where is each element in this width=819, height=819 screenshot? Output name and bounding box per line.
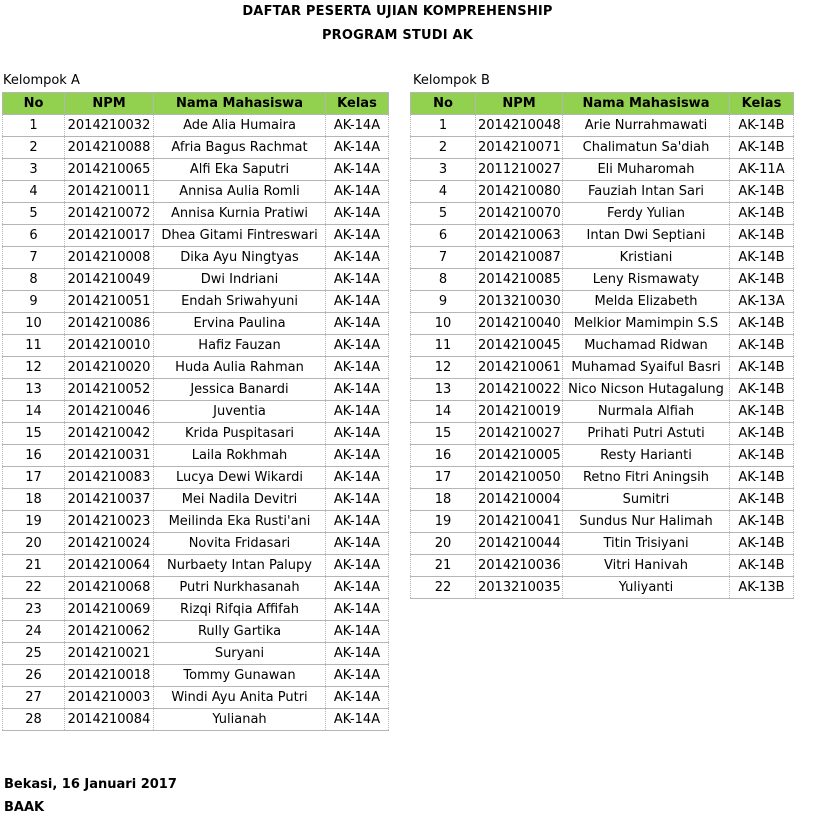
- cell-npm: 2014210085: [476, 269, 563, 291]
- cell-kelas: AK-13A: [730, 291, 794, 313]
- cell-npm: 2014210019: [476, 401, 563, 423]
- table-row: [3, 687, 389, 709]
- cell-npm: 2014210036: [476, 555, 563, 577]
- cell-kelas: AK-14B: [730, 335, 794, 357]
- cell-kelas: AK-14A: [326, 577, 389, 599]
- cell-nama: Novita Fridasari: [154, 533, 326, 555]
- cell-nama: Alfi Eka Saputri: [154, 159, 326, 181]
- table-header-row: [3, 93, 389, 115]
- table-row: [3, 643, 389, 665]
- cell-no: 11: [3, 335, 65, 357]
- cell-kelas: AK-14A: [326, 621, 389, 643]
- table-row: [411, 423, 794, 445]
- cell-no: 27: [3, 687, 65, 709]
- table-row: [411, 181, 794, 203]
- table-row: [411, 379, 794, 401]
- cell-nama: Retno Fitri Aningsih: [563, 467, 730, 489]
- table-row: [411, 247, 794, 269]
- cell-nama: Sundus Nur Halimah: [563, 511, 730, 533]
- group-b-label: Kelompok B: [413, 73, 490, 88]
- cell-kelas: AK-14A: [326, 555, 389, 577]
- cell-nama: Rully Gartika: [154, 621, 326, 643]
- table-row: [3, 423, 389, 445]
- table-row: [411, 203, 794, 225]
- cell-nama: Jessica Banardi: [154, 379, 326, 401]
- cell-kelas: AK-14A: [326, 313, 389, 335]
- cell-nama: Mei Nadila Devitri: [154, 489, 326, 511]
- cell-kelas: AK-13B: [730, 577, 794, 599]
- cell-npm: 2014210021: [65, 643, 154, 665]
- cell-kelas: AK-14A: [326, 335, 389, 357]
- cell-kelas: AK-14B: [730, 313, 794, 335]
- cell-npm: 2014210045: [476, 335, 563, 357]
- col-header-kelas: Kelas: [326, 93, 389, 115]
- cell-nama: Nurmala Alfiah: [563, 401, 730, 423]
- cell-npm: 2014210087: [476, 247, 563, 269]
- table-row: [411, 159, 794, 181]
- cell-nama: Windi Ayu Anita Putri: [154, 687, 326, 709]
- cell-nama: Intan Dwi Septiani: [563, 225, 730, 247]
- table-row: [411, 225, 794, 247]
- table-row: [3, 225, 389, 247]
- cell-npm: 2014210004: [476, 489, 563, 511]
- cell-nama: Suryani: [154, 643, 326, 665]
- table-row: [3, 511, 389, 533]
- table-row: [411, 401, 794, 423]
- cell-no: 12: [3, 357, 65, 379]
- cell-npm: 2014210083: [65, 467, 154, 489]
- cell-no: 19: [3, 511, 65, 533]
- table-row: [411, 467, 794, 489]
- cell-npm: 2014210005: [476, 445, 563, 467]
- cell-no: 10: [3, 313, 65, 335]
- table-row: [3, 401, 389, 423]
- cell-no: 24: [3, 621, 65, 643]
- table-row: [411, 445, 794, 467]
- cell-npm: 2014210048: [476, 115, 563, 137]
- cell-no: 22: [411, 577, 476, 599]
- cell-no: 21: [411, 555, 476, 577]
- cell-npm: 2014210065: [65, 159, 154, 181]
- cell-nama: Kristiani: [563, 247, 730, 269]
- cell-kelas: AK-14B: [730, 115, 794, 137]
- cell-npm: 2014210049: [65, 269, 154, 291]
- cell-no: 17: [3, 467, 65, 489]
- cell-npm: 2014210068: [65, 577, 154, 599]
- cell-no: 10: [411, 313, 476, 335]
- cell-kelas: AK-14A: [326, 665, 389, 687]
- group-a-label: Kelompok A: [3, 73, 80, 88]
- cell-no: 17: [411, 467, 476, 489]
- cell-npm: 2014210080: [476, 181, 563, 203]
- cell-nama: Rizqi Rifqia Affifah: [154, 599, 326, 621]
- cell-no: 28: [3, 709, 65, 731]
- cell-nama: Arie Nurrahmawati: [563, 115, 730, 137]
- cell-nama: Muchamad Ridwan: [563, 335, 730, 357]
- cell-kelas: AK-14A: [326, 203, 389, 225]
- cell-no: 1: [411, 115, 476, 137]
- cell-no: 3: [411, 159, 476, 181]
- footer-org: BAAK: [4, 800, 45, 815]
- table-row: [411, 137, 794, 159]
- cell-nama: Titin Trisiyani: [563, 533, 730, 555]
- cell-nama: Juventia: [154, 401, 326, 423]
- cell-nama: Resty Harianti: [563, 445, 730, 467]
- table-row: [411, 533, 794, 555]
- cell-nama: Meilinda Eka Rusti'ani: [154, 511, 326, 533]
- cell-nama: Vitri Hanivah: [563, 555, 730, 577]
- cell-nama: Eli Muharomah: [563, 159, 730, 181]
- cell-no: 9: [411, 291, 476, 313]
- cell-kelas: AK-14A: [326, 467, 389, 489]
- cell-nama: Krida Puspitasari: [154, 423, 326, 445]
- cell-npm: 2014210063: [476, 225, 563, 247]
- cell-nama: Afria Bagus Rachmat: [154, 137, 326, 159]
- cell-kelas: AK-14B: [730, 401, 794, 423]
- table-row: [3, 159, 389, 181]
- cell-kelas: AK-14B: [730, 225, 794, 247]
- cell-npm: 2014210008: [65, 247, 154, 269]
- cell-kelas: AK-14B: [730, 247, 794, 269]
- cell-no: 13: [3, 379, 65, 401]
- table-row: [3, 357, 389, 379]
- cell-kelas: AK-14A: [326, 709, 389, 731]
- cell-kelas: AK-14A: [326, 357, 389, 379]
- cell-npm: 2014210022: [476, 379, 563, 401]
- cell-kelas: AK-14B: [730, 511, 794, 533]
- cell-nama: Nurbaety Intan Palupy: [154, 555, 326, 577]
- cell-npm: 2014210069: [65, 599, 154, 621]
- cell-npm: 2014210071: [476, 137, 563, 159]
- cell-kelas: AK-14A: [326, 269, 389, 291]
- table-row: [411, 291, 794, 313]
- cell-nama: Chalimatun Sa'diah: [563, 137, 730, 159]
- cell-nama: Ade Alia Humaira: [154, 115, 326, 137]
- cell-npm: 2014210031: [65, 445, 154, 467]
- cell-nama: Yuliyanti: [563, 577, 730, 599]
- table-row: [411, 269, 794, 291]
- table-row: [3, 313, 389, 335]
- table-row: [411, 335, 794, 357]
- cell-no: 26: [3, 665, 65, 687]
- cell-no: 16: [411, 445, 476, 467]
- document-subtitle: PROGRAM STUDI AK: [321, 28, 474, 43]
- document-title: DAFTAR PESERTA UJIAN KOMPREHENSHIP: [242, 4, 553, 19]
- cell-kelas: AK-14A: [326, 643, 389, 665]
- cell-npm: 2014210037: [65, 489, 154, 511]
- cell-no: 14: [411, 401, 476, 423]
- cell-nama: Endah Sriwahyuni: [154, 291, 326, 313]
- cell-kelas: AK-14B: [730, 357, 794, 379]
- cell-no: 14: [3, 401, 65, 423]
- cell-no: 4: [3, 181, 65, 203]
- cell-npm: 2014210032: [65, 115, 154, 137]
- cell-no: 15: [411, 423, 476, 445]
- cell-nama: Tommy Gunawan: [154, 665, 326, 687]
- cell-no: 8: [3, 269, 65, 291]
- cell-npm: 2014210088: [65, 137, 154, 159]
- cell-npm: 2014210086: [65, 313, 154, 335]
- cell-nama: Lucya Dewi Wikardi: [154, 467, 326, 489]
- table-row: [411, 313, 794, 335]
- table-row: [3, 665, 389, 687]
- cell-npm: 2014210041: [476, 511, 563, 533]
- cell-no: 11: [411, 335, 476, 357]
- cell-nama: Hafiz Fauzan: [154, 335, 326, 357]
- cell-no: 18: [3, 489, 65, 511]
- cell-npm: 2014210044: [476, 533, 563, 555]
- cell-npm: 2014210018: [65, 665, 154, 687]
- cell-nama: Dwi Indriani: [154, 269, 326, 291]
- cell-kelas: AK-14A: [326, 401, 389, 423]
- cell-kelas: AK-14A: [326, 159, 389, 181]
- table-row: [3, 489, 389, 511]
- cell-nama: Putri Nurkhasanah: [154, 577, 326, 599]
- cell-npm: 2014210027: [476, 423, 563, 445]
- cell-kelas: AK-14A: [326, 599, 389, 621]
- col-header-no: No: [3, 93, 65, 115]
- cell-kelas: AK-14A: [326, 225, 389, 247]
- cell-nama: Annisa Aulia Romli: [154, 181, 326, 203]
- cell-npm: 2014210062: [65, 621, 154, 643]
- cell-nama: Sumitri: [563, 489, 730, 511]
- cell-npm: 2014210070: [476, 203, 563, 225]
- cell-npm: 2013210030: [476, 291, 563, 313]
- cell-npm: 2014210052: [65, 379, 154, 401]
- cell-nama: Muhamad Syaiful Basri: [563, 357, 730, 379]
- cell-npm: 2014210046: [65, 401, 154, 423]
- col-header-no: No: [411, 93, 476, 115]
- cell-no: 22: [3, 577, 65, 599]
- col-header-npm: NPM: [476, 93, 563, 115]
- cell-kelas: AK-14B: [730, 379, 794, 401]
- cell-no: 13: [411, 379, 476, 401]
- cell-no: 25: [3, 643, 65, 665]
- cell-kelas: AK-14A: [326, 291, 389, 313]
- cell-no: 5: [3, 203, 65, 225]
- col-header-npm: NPM: [65, 93, 154, 115]
- table-row: [411, 555, 794, 577]
- cell-nama: Fauziah Intan Sari: [563, 181, 730, 203]
- col-header-kelas: Kelas: [730, 93, 794, 115]
- cell-kelas: AK-14A: [326, 423, 389, 445]
- cell-no: 3: [3, 159, 65, 181]
- table-row: [3, 599, 389, 621]
- cell-nama: Yulianah: [154, 709, 326, 731]
- cell-kelas: AK-14B: [730, 203, 794, 225]
- cell-nama: Prihati Putri Astuti: [563, 423, 730, 445]
- table-row: [3, 137, 389, 159]
- cell-kelas: AK-14B: [730, 555, 794, 577]
- cell-npm: 2014210061: [476, 357, 563, 379]
- table-row: [411, 511, 794, 533]
- table-row: [3, 291, 389, 313]
- cell-nama: Dika Ayu Ningtyas: [154, 247, 326, 269]
- table-row: [411, 115, 794, 137]
- table-row: [411, 577, 794, 599]
- cell-npm: 2014210050: [476, 467, 563, 489]
- cell-nama: Dhea Gitami Fintreswari: [154, 225, 326, 247]
- cell-nama: Melda Elizabeth: [563, 291, 730, 313]
- cell-npm: 2014210084: [65, 709, 154, 731]
- table-row: [411, 489, 794, 511]
- cell-kelas: AK-14A: [326, 137, 389, 159]
- cell-no: 20: [3, 533, 65, 555]
- cell-npm: 2014210011: [65, 181, 154, 203]
- table-row: [3, 709, 389, 731]
- cell-no: 6: [3, 225, 65, 247]
- table-row: [3, 115, 389, 137]
- table-row: [3, 445, 389, 467]
- cell-no: 2: [411, 137, 476, 159]
- group-b-table: [410, 92, 794, 599]
- table-row: [411, 357, 794, 379]
- table-row: [3, 621, 389, 643]
- cell-nama: Ervina Paulina: [154, 313, 326, 335]
- cell-kelas: AK-14B: [730, 489, 794, 511]
- cell-no: 18: [411, 489, 476, 511]
- cell-no: 1: [3, 115, 65, 137]
- cell-no: 6: [411, 225, 476, 247]
- cell-kelas: AK-14A: [326, 687, 389, 709]
- cell-nama: Huda Aulia Rahman: [154, 357, 326, 379]
- cell-npm: 2014210003: [65, 687, 154, 709]
- cell-npm: 2014210024: [65, 533, 154, 555]
- table-row: [3, 203, 389, 225]
- cell-kelas: AK-14B: [730, 137, 794, 159]
- cell-nama: Annisa Kurnia Pratiwi: [154, 203, 326, 225]
- cell-kelas: AK-14A: [326, 181, 389, 203]
- cell-npm: 2014210072: [65, 203, 154, 225]
- cell-no: 7: [3, 247, 65, 269]
- cell-kelas: AK-14A: [326, 247, 389, 269]
- cell-kelas: AK-14B: [730, 423, 794, 445]
- cell-npm: 2011210027: [476, 159, 563, 181]
- cell-nama: Melkior Mamimpin S.S: [563, 313, 730, 335]
- cell-kelas: AK-14A: [326, 379, 389, 401]
- table-header-row: [411, 93, 794, 115]
- table-row: [3, 335, 389, 357]
- cell-no: 23: [3, 599, 65, 621]
- cell-npm: 2014210064: [65, 555, 154, 577]
- cell-kelas: AK-14B: [730, 533, 794, 555]
- cell-no: 16: [3, 445, 65, 467]
- cell-nama: Laila Rokhmah: [154, 445, 326, 467]
- cell-no: 8: [411, 269, 476, 291]
- cell-no: 21: [3, 555, 65, 577]
- table-row: [3, 379, 389, 401]
- cell-kelas: AK-14A: [326, 115, 389, 137]
- table-row: [3, 269, 389, 291]
- cell-nama: Ferdy Yulian: [563, 203, 730, 225]
- footer-date: Bekasi, 16 Januari 2017: [4, 777, 177, 792]
- table-row: [3, 467, 389, 489]
- cell-npm: 2014210051: [65, 291, 154, 313]
- cell-kelas: AK-14A: [326, 489, 389, 511]
- cell-npm: 2014210040: [476, 313, 563, 335]
- cell-no: 4: [411, 181, 476, 203]
- cell-kelas: AK-14B: [730, 445, 794, 467]
- cell-kelas: AK-14A: [326, 445, 389, 467]
- cell-npm: 2014210010: [65, 335, 154, 357]
- cell-kelas: AK-14B: [730, 467, 794, 489]
- cell-no: 7: [411, 247, 476, 269]
- cell-kelas: AK-11A: [730, 159, 794, 181]
- cell-npm: 2014210023: [65, 511, 154, 533]
- cell-npm: 2014210020: [65, 357, 154, 379]
- table-row: [3, 247, 389, 269]
- table-row: [3, 181, 389, 203]
- cell-kelas: AK-14B: [730, 269, 794, 291]
- cell-no: 9: [3, 291, 65, 313]
- cell-kelas: AK-14A: [326, 511, 389, 533]
- cell-npm: 2014210017: [65, 225, 154, 247]
- cell-npm: 2014210042: [65, 423, 154, 445]
- table-row: [3, 577, 389, 599]
- col-header-nama: Nama Mahasiswa: [563, 93, 730, 115]
- cell-no: 2: [3, 137, 65, 159]
- cell-nama: Leny Rismawaty: [563, 269, 730, 291]
- group-a-table: [2, 92, 389, 731]
- cell-nama: Nico Nicson Hutagalung: [563, 379, 730, 401]
- cell-no: 12: [411, 357, 476, 379]
- cell-kelas: AK-14A: [326, 533, 389, 555]
- col-header-nama: Nama Mahasiswa: [154, 93, 326, 115]
- cell-no: 5: [411, 203, 476, 225]
- cell-no: 19: [411, 511, 476, 533]
- cell-no: 20: [411, 533, 476, 555]
- cell-npm: 2013210035: [476, 577, 563, 599]
- cell-no: 15: [3, 423, 65, 445]
- cell-kelas: AK-14B: [730, 181, 794, 203]
- table-row: [3, 555, 389, 577]
- table-row: [3, 533, 389, 555]
